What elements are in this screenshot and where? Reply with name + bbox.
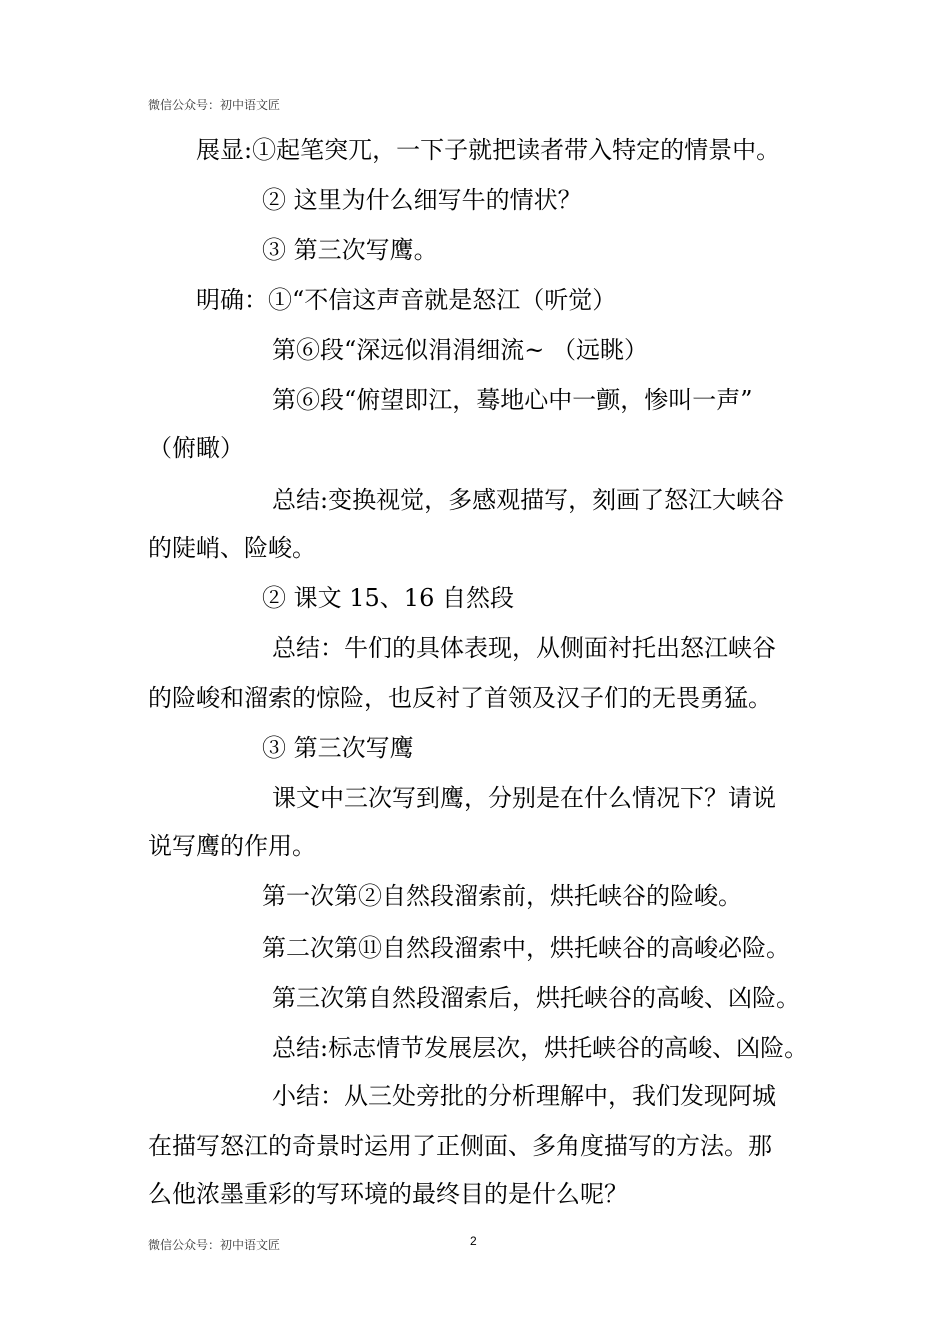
text-line: 第⑥段“俯望即江，蓦地心中一颤，惨叫一声” [272, 386, 753, 414]
text-line: 第⑥段“深远似涓涓细流~ （远眺） [272, 336, 649, 364]
text-line: 明确：①“不信这声音就是怒江（听觉） [196, 286, 617, 314]
text-line: 第三次第自然段溜索后，烘托峡谷的高峻、凶险。 [272, 984, 800, 1012]
text-line: 说写鹰的作用。 [148, 832, 316, 860]
text-line: 总结:变换视觉，多感观描写，刻画了怒江大峡谷 [272, 486, 785, 514]
text-line: ③ 第三次写鹰。 [262, 236, 438, 264]
text-line: 第二次第⑪自然段溜索中，烘托峡谷的高峻必险。 [262, 934, 790, 962]
text-line: 的陡峭、险峻。 [148, 534, 316, 562]
text-line: 课文中三次写到鹰，分别是在什么情况下？请说 [272, 784, 776, 812]
page-number: 2 [470, 1234, 477, 1248]
text-line: ② 课文 15、16 自然段 [262, 584, 514, 612]
text-line: ② 这里为什么细写牛的情状？ [262, 186, 582, 214]
text-line: ③ 第三次写鹰 [262, 734, 414, 762]
text-line: 总结:标志情节发展层次，烘托峡谷的高峻、凶险。 [272, 1034, 809, 1062]
text-line: 第一次第②自然段溜索前，烘托峡谷的险峻。 [262, 882, 742, 910]
text-line: 么他浓墨重彩的写环境的最终目的是什么呢？ [148, 1180, 628, 1208]
text-line: 的险峻和溜索的惊险，也反衬了首领及汉子们的无畏勇猛。 [148, 684, 772, 712]
text-line: 小结：从三处旁批的分析理解中，我们发现阿城 [272, 1082, 776, 1110]
page-header: 微信公众号：初中语文匠 [148, 98, 281, 112]
page-footer: 微信公众号：初中语文匠 [148, 1238, 281, 1252]
text-line: 在描写怒江的奇景时运用了正侧面、多角度描写的方法。那 [148, 1132, 772, 1160]
text-line: （俯瞰） [148, 434, 244, 462]
text-line: 总结：牛们的具体表现，从侧面衬托出怒江峡谷 [272, 634, 776, 662]
text-line: 展显:①起笔突兀，一下子就把读者带入特定的情景中。 [196, 136, 781, 164]
